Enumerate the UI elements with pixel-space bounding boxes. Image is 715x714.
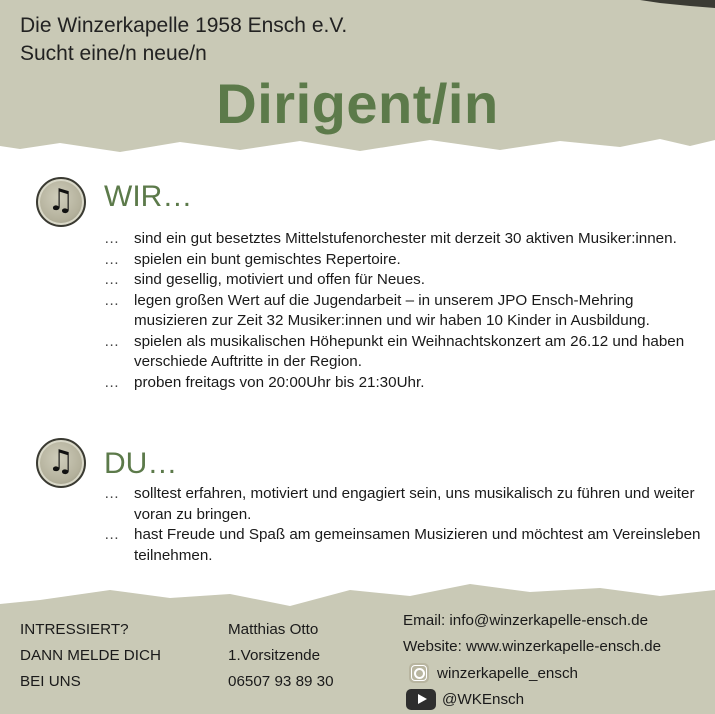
contact-name: Matthias Otto xyxy=(228,621,319,638)
list-item xyxy=(104,229,704,250)
instagram-handle: winzerkapelle_ensch xyxy=(437,664,578,682)
cta-line: INTRESSIERT? xyxy=(20,621,129,638)
list-item-text: proben freitags von 20:00Uhr bis 21:30Uhr. xyxy=(134,373,425,391)
music-note-icon: ♫ xyxy=(36,438,86,488)
instagram-link[interactable] xyxy=(403,663,578,683)
list-item xyxy=(104,332,704,373)
youtube-link[interactable] xyxy=(406,689,524,710)
ellipsis-marker: … xyxy=(104,250,120,268)
ellipsis-marker: … xyxy=(104,373,120,391)
contact-person xyxy=(228,617,334,695)
cta-line: DANN MELDE DICH xyxy=(20,647,161,664)
instagram-icon xyxy=(409,663,429,683)
ellipsis-marker: … xyxy=(104,230,120,247)
contact-phone[interactable]: 06507 93 89 30 xyxy=(228,673,334,690)
list-item-text: spielen als musikalischen Höhepunkt ein Weihnachtskonzert am 26.12 und haben verschiede Auftritte in der Region. xyxy=(134,332,685,370)
cta-line: BEI UNS xyxy=(20,673,81,690)
du-heading: DU… xyxy=(104,447,178,480)
club-name: Die Winzerkapelle 1958 Ensch e.V. xyxy=(20,14,348,37)
youtube-icon xyxy=(406,689,436,710)
ellipsis-marker: … xyxy=(104,332,120,350)
list-item-text: hast Freude und Spaß am gemeinsamen Musizieren und möchtest am Vereinsleben teilnehmen. xyxy=(134,526,701,564)
list-item-text: legen großen Wert auf die Jugendarbeit – in unserem JPO Ensch-Mehring musizieren zur Zeit 32 Musiker:innen und wir haben 10 Kinder in Ausbildung. xyxy=(134,291,650,329)
wir-list xyxy=(104,229,704,393)
contact-web xyxy=(403,608,661,660)
ellipsis-marker: … xyxy=(104,485,120,502)
music-note-icon: ♫ xyxy=(36,177,86,227)
wir-heading: WIR… xyxy=(104,180,193,213)
list-item xyxy=(104,373,704,394)
list-item-text: sind ein gut besetztes Mittelstufenorchester mit derzeit 30 aktiven Musiker:innen. xyxy=(134,230,677,247)
search-line: Sucht eine/n neue/n xyxy=(20,42,207,65)
list-item-text: spielen ein bunt gemischtes Repertoire. xyxy=(134,250,401,268)
list-item xyxy=(104,270,704,291)
email-link[interactable]: Email: info@winzerkapelle-ensch.de xyxy=(403,612,649,629)
list-item xyxy=(104,525,704,566)
page-title: Dirigent/in xyxy=(216,72,499,135)
list-item xyxy=(104,250,704,271)
ellipsis-marker: … xyxy=(104,291,120,309)
ellipsis-marker: … xyxy=(104,271,120,288)
list-item xyxy=(104,484,704,525)
ellipsis-marker: … xyxy=(104,526,120,543)
list-item-text: sind gesellig, motiviert und offen für Neues. xyxy=(134,271,425,288)
website-link[interactable]: Website: www.winzerkapelle-ensch.de xyxy=(403,638,662,655)
contact-role: 1.Vorsitzende xyxy=(228,647,321,664)
list-item xyxy=(104,291,704,332)
du-list xyxy=(104,484,704,566)
youtube-handle: @WKEnsch xyxy=(442,691,525,708)
list-item-text: solltest erfahren, motiviert und engagiert sein, uns musikalisch zu führen und weiter voran zu bringen. xyxy=(134,485,695,523)
call-to-action xyxy=(20,617,161,695)
